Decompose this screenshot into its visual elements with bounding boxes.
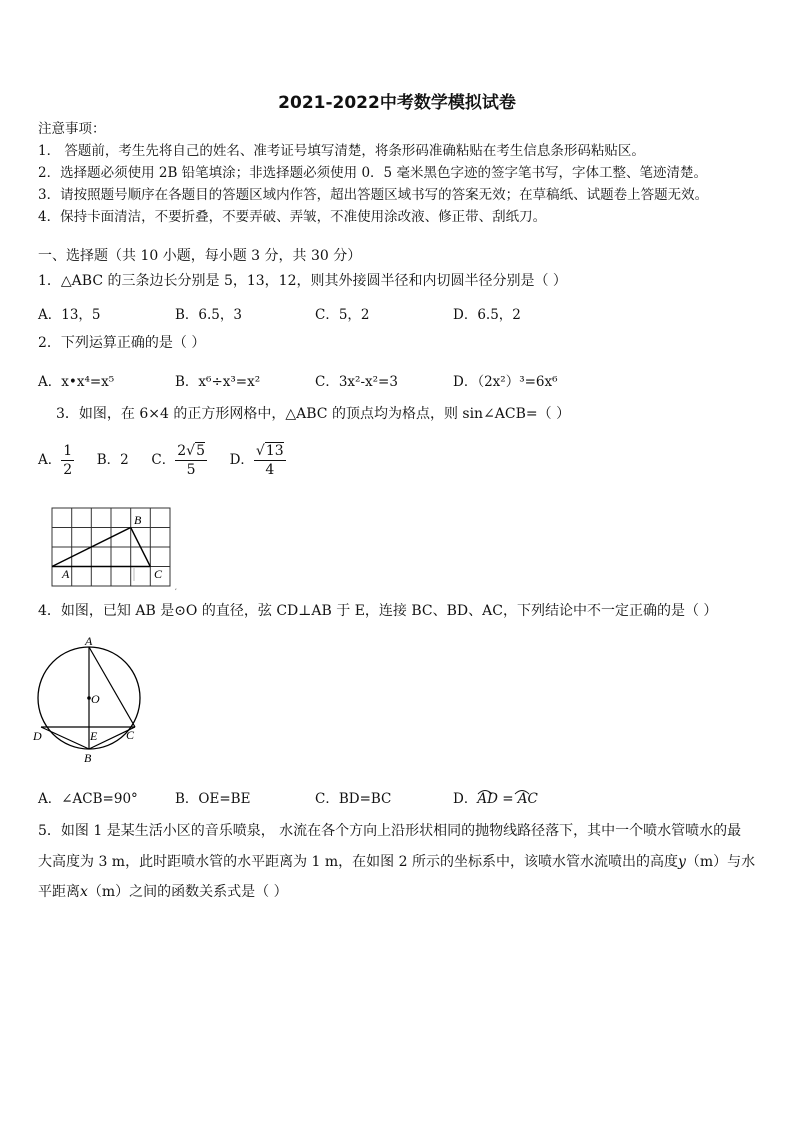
q3-option-c-label: C． xyxy=(151,452,176,468)
q5-line-3: 平距离x（m）之间的函数关系式是（ ） xyxy=(38,884,288,900)
var-x: x xyxy=(80,884,88,900)
q4-option-b: B．OE=BE xyxy=(175,791,251,807)
q1-option-d: D．6.5，2 xyxy=(453,307,521,323)
label-b: B xyxy=(134,513,142,527)
small-mark: , xyxy=(175,584,177,591)
exam-title: 2021-2022中考数学模拟试卷 xyxy=(278,93,516,113)
q3-option-d-label: D． xyxy=(229,452,254,468)
q3-option-c-fraction xyxy=(175,442,207,479)
q3-d-denominator: 4 xyxy=(265,462,275,478)
q3-option-a-label: A． xyxy=(38,452,62,468)
q4-stem: 4．如图，已知 AB 是⊙O 的直径，弦 CD⊥AB 于 E，连接 BC、BD、AC，下列结论中不一定正确的是（ ） xyxy=(38,603,718,619)
q2-option-c: C．3x²-x²=3 xyxy=(315,374,398,390)
label-e: E xyxy=(90,729,98,743)
label-a: A xyxy=(62,567,70,581)
label-c: C xyxy=(154,567,163,581)
var-y: y xyxy=(677,854,686,870)
q3-stem: 3．如图，在 6×4 的正方形网格中，△ABC 的顶点均为格点，则 sin∠ACB=（ ） xyxy=(56,406,571,422)
note-item-3: 3．请按照题号顺序在各题目的答题区域内作答，超出答题区域书写的答案无效；在草稿纸、试题卷上答题无效。 xyxy=(38,187,709,203)
label-c: C xyxy=(126,728,135,742)
label-b: B xyxy=(84,751,92,765)
section-heading: 一、选择题（共 10 小题，每小题 3 分，共 30 分） xyxy=(38,248,362,264)
q4-option-d xyxy=(453,787,538,807)
q2-stem: 2．下列运算正确的是（ ） xyxy=(38,335,206,351)
q3-c-denominator: 5 xyxy=(186,462,196,478)
q3-a-denominator: 2 xyxy=(63,462,73,478)
q4-option-c: C．BD=BC xyxy=(315,791,392,807)
label-d: D xyxy=(33,729,42,743)
q3-option-a-fraction xyxy=(61,442,74,479)
q3-a-numerator: 1 xyxy=(63,443,73,459)
notes-heading: 注意事项： xyxy=(38,121,106,137)
q2-option-a: A．x•x⁴=x⁵ xyxy=(38,374,115,390)
label-a: A xyxy=(85,634,93,648)
q5-line-2: 大高度为 3 m，此时距喷水管的水平距离为 1 m，在如图 2 所示的坐标系中，该喷水管水流喷出的高度y（m）与水 xyxy=(38,854,756,870)
q1-option-b: B．6.5，3 xyxy=(175,307,242,323)
q3-options xyxy=(38,442,286,479)
q1-stem: 1．△ABC 的三条边长分别是 5，13，12，则其外接圆半径和内切圆半径分别是（ ） xyxy=(38,273,567,289)
note-item-1: 1． 答题前，考生先将自己的姓名、准考证号填写清楚，将条形码准确粘贴在考生信息条形码粘贴区。 xyxy=(38,143,645,159)
q3-grid-figure xyxy=(48,505,188,591)
q3-option-b: B．2 xyxy=(96,452,129,468)
q3-d-numerator: √13 xyxy=(255,443,284,459)
q1-option-a: A．13，5 xyxy=(38,307,101,323)
arc-marks xyxy=(477,787,541,795)
q3-c-numerator: 2√5 xyxy=(177,443,205,459)
q3-option-d-fraction xyxy=(254,442,286,479)
q4-option-d-label: D． xyxy=(453,791,478,807)
q1-option-c: C．5，2 xyxy=(315,307,370,323)
q2-option-d: D．（2x²）³=6x⁶ xyxy=(453,374,558,390)
label-o: O xyxy=(91,692,100,706)
grid-lines xyxy=(52,508,170,586)
q4-option-a: A．∠ACB=90° xyxy=(38,791,138,807)
q2-option-b: B．x⁶÷x³=x² xyxy=(175,374,261,390)
note-item-4: 4．保持卡面清洁，不要折叠，不要弄破、弄皱，不准使用涂改液、修正带、刮纸刀。 xyxy=(38,209,547,225)
note-item-2: 2．选择题必须使用 2B 铅笔填涂；非选择题必须使用 0．5 毫米黑色字迹的签字笔书写，字体工整、笔迹清楚。 xyxy=(38,165,707,181)
q4-circle-figure xyxy=(32,632,144,766)
arc-equation: AD = AC xyxy=(477,791,538,807)
q5-line-1: 5．如图 1 是某生活小区的音乐喷泉， 水流在各个方向上沿形状相同的抛物线路径落下，其中一个喷水管喷水的最 xyxy=(38,823,742,839)
